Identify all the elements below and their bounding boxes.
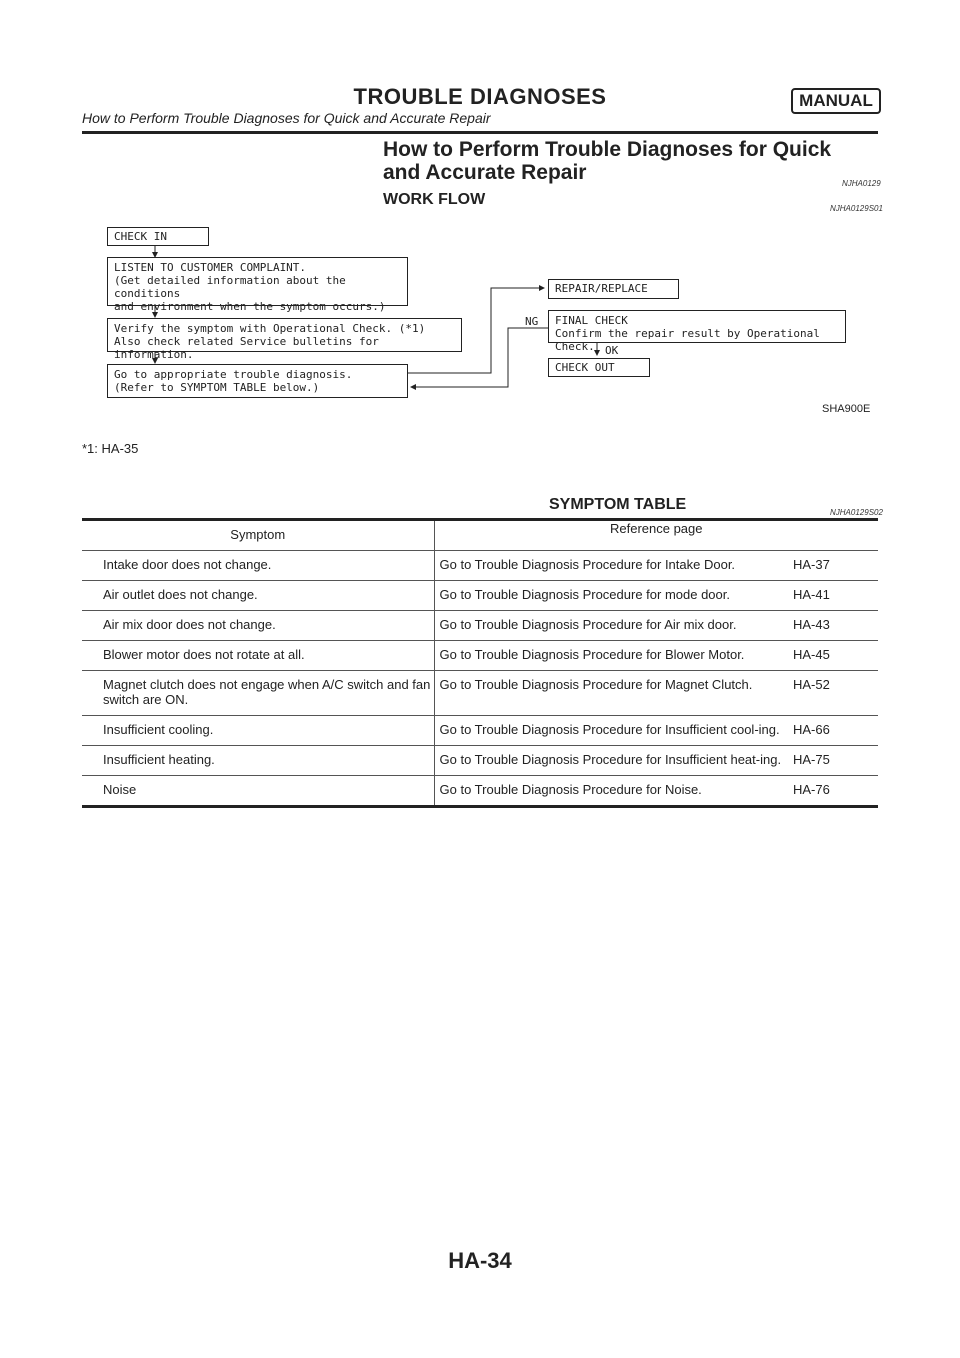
flow-text: Go to appropriate trouble diagnosis. bbox=[114, 368, 353, 381]
table-row bbox=[82, 641, 878, 671]
flow-text: and environment when the symptom occurs.) bbox=[114, 300, 386, 313]
table-row bbox=[82, 581, 878, 611]
cell-symptom: Noise bbox=[103, 782, 137, 797]
section-code: NJHA0129 bbox=[842, 179, 881, 188]
flow-text: Confirm the repair result by Operational Check. bbox=[555, 327, 820, 353]
flow-text: CHECK OUT bbox=[555, 361, 615, 374]
flow-text: FINAL CHECK bbox=[555, 314, 628, 327]
cell-procedure: Go to Trouble Diagnosis Procedure for Intake Door. bbox=[434, 551, 791, 581]
symptom-table-code: NJHA0129S02 bbox=[830, 508, 883, 517]
header-subtitle: How to Perform Trouble Diagnoses for Quick and Accurate Repair bbox=[82, 110, 491, 126]
cell-page: HA-43 bbox=[793, 617, 830, 632]
flow-text: (Get detailed information about the conditions bbox=[114, 274, 346, 300]
cell-page: HA-75 bbox=[793, 752, 830, 767]
cell-page: HA-52 bbox=[793, 677, 830, 692]
flow-box-check-in bbox=[107, 227, 209, 246]
cell-symptom: Air outlet does not change. bbox=[103, 587, 258, 602]
cell-procedure: Go to Trouble Diagnosis Procedure for Blower Motor. bbox=[434, 641, 791, 671]
cell-procedure: Go to Trouble Diagnosis Procedure for Insufficient cool-ing. bbox=[434, 716, 791, 746]
footnote: *1: HA-35 bbox=[82, 441, 139, 456]
table-row bbox=[82, 611, 878, 641]
flow-text: CHECK IN bbox=[114, 230, 167, 243]
cell-page: HA-66 bbox=[793, 722, 830, 737]
cell-symptom: Intake door does not change. bbox=[103, 557, 272, 572]
flow-box-check-out bbox=[548, 358, 650, 377]
flow-text: Also check related Service bulletins for information. bbox=[114, 335, 379, 361]
section-title-line2: and Accurate Repair bbox=[383, 161, 587, 184]
cell-procedure: Go to Trouble Diagnosis Procedure for Noise. bbox=[434, 776, 791, 807]
cell-symptom: Insufficient cooling. bbox=[103, 722, 214, 737]
flow-text: (Refer to SYMPTOM TABLE below.) bbox=[114, 381, 320, 394]
manual-badge: MANUAL bbox=[791, 88, 881, 114]
work-flow-code: NJHA0129S01 bbox=[830, 204, 883, 213]
cell-symptom: Air mix door does not change. bbox=[103, 617, 276, 632]
flow-text: REPAIR/REPLACE bbox=[555, 282, 648, 295]
flow-label-ok: OK bbox=[605, 344, 619, 357]
flow-box-listen bbox=[107, 257, 408, 313]
table-row bbox=[82, 716, 878, 746]
flow-box-repair-replace bbox=[548, 279, 679, 299]
cell-page: HA-37 bbox=[793, 557, 830, 572]
header-reference-page: Reference page bbox=[434, 520, 878, 551]
cell-symptom: Blower motor does not rotate at all. bbox=[103, 647, 305, 662]
flow-text: Verify the symptom with Operational Check. (*1) bbox=[114, 322, 426, 335]
table-row bbox=[82, 746, 878, 776]
work-flow-title: WORK FLOW bbox=[383, 191, 486, 208]
cell-procedure: Go to Trouble Diagnosis Procedure for Insufficient heat-ing. bbox=[434, 746, 791, 776]
cell-symptom: Magnet clutch does not engage when A/C switch and fan switch are ON. bbox=[103, 677, 431, 707]
cell-procedure: Go to Trouble Diagnosis Procedure for Air mix door. bbox=[434, 611, 791, 641]
table-row bbox=[82, 671, 878, 716]
flow-label-ng: NG bbox=[525, 315, 539, 328]
cell-symptom: Insufficient heating. bbox=[103, 752, 215, 767]
symptom-table bbox=[82, 518, 878, 808]
header-symptom: Symptom bbox=[230, 527, 286, 542]
section-title-line1: How to Perform Trouble Diagnoses for Quick bbox=[383, 138, 832, 161]
header-title: TROUBLE DIAGNOSES bbox=[353, 84, 607, 109]
table-header-row bbox=[82, 520, 878, 551]
flow-box-goto-diagnosis bbox=[107, 364, 408, 398]
figure-code: SHA900E bbox=[822, 403, 871, 415]
symptom-table-title: SYMPTOM TABLE bbox=[549, 496, 687, 513]
cell-page: HA-41 bbox=[793, 587, 830, 602]
flow-text: LISTEN TO CUSTOMER COMPLAINT. bbox=[114, 261, 307, 274]
flow-box-verify bbox=[107, 318, 462, 361]
cell-page: HA-76 bbox=[793, 782, 830, 797]
table-row bbox=[82, 776, 878, 807]
cell-procedure: Go to Trouble Diagnosis Procedure for Magnet Clutch. bbox=[434, 671, 791, 716]
cell-procedure: Go to Trouble Diagnosis Procedure for mode door. bbox=[434, 581, 791, 611]
cell-page: HA-45 bbox=[793, 647, 830, 662]
page-number: HA-34 bbox=[448, 1248, 512, 1273]
table-row bbox=[82, 551, 878, 581]
